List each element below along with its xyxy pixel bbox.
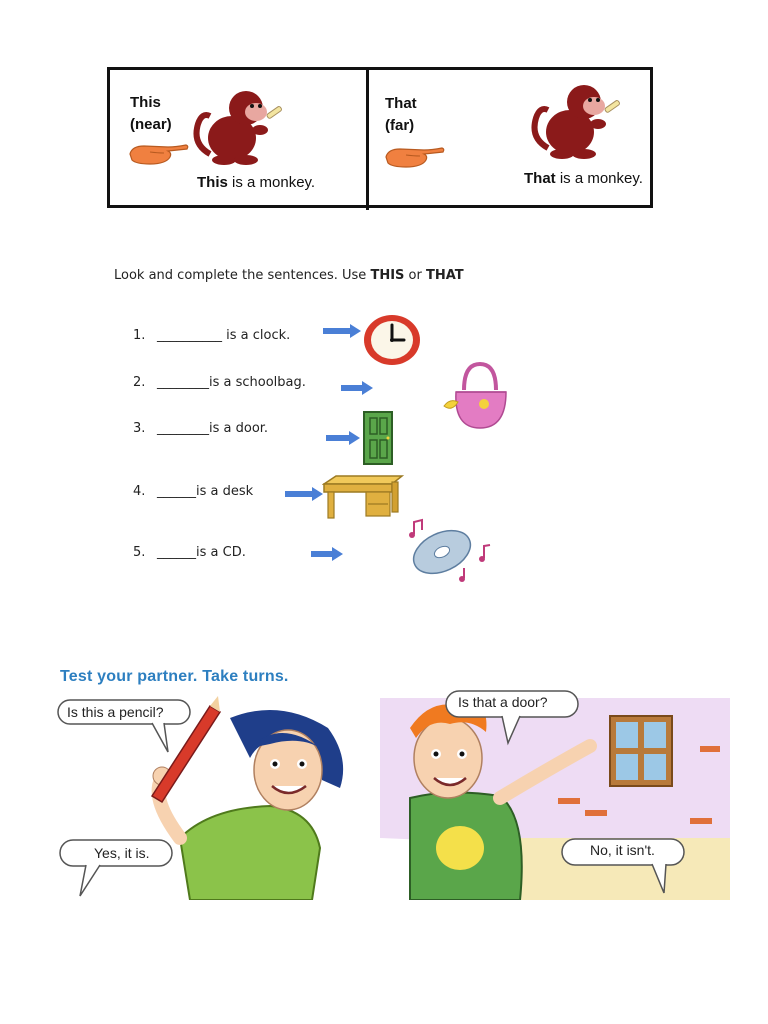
exercise-text: ______is a desk	[157, 484, 254, 499]
arrow-right-icon	[340, 380, 374, 396]
door-icon	[362, 410, 394, 466]
bubble-girl-answer: Yes, it is.	[94, 845, 150, 861]
arrow-right-icon	[322, 323, 362, 339]
far-hint: (far)	[385, 117, 415, 134]
bubble-boy-question: Is that a door?	[458, 694, 548, 710]
instructions-that: THAT	[425, 268, 464, 283]
exercise-text: __________ is a clock.	[157, 328, 291, 343]
that-word: That	[385, 95, 417, 112]
monkey-far-icon	[528, 78, 628, 160]
this-sentence-rest: is a monkey.	[227, 174, 316, 191]
bubble-boy-answer: No, it isn't.	[590, 842, 655, 858]
pointing-hand-far-icon	[384, 141, 446, 171]
desk-icon	[322, 474, 404, 520]
that-sentence-bold: That	[524, 170, 556, 187]
cartoon-title: Test your partner. Take turns.	[60, 668, 289, 685]
schoolbag-icon	[440, 358, 512, 432]
clock-icon	[362, 313, 422, 367]
that-sentence-rest: is a monkey.	[555, 170, 643, 187]
exercise-3	[133, 421, 268, 436]
exercise-number: 3.	[133, 421, 146, 436]
instructions-this: THIS	[370, 268, 405, 283]
arrow-right-icon	[310, 546, 344, 562]
window-icon	[610, 716, 672, 786]
that-sentence	[524, 170, 643, 187]
exercise-number: 1.	[133, 328, 146, 343]
this-sentence-bold: This	[197, 174, 228, 191]
this-sentence	[197, 174, 315, 191]
box-divider	[366, 67, 369, 210]
instructions	[114, 268, 464, 283]
near-hint: (near)	[130, 116, 172, 133]
exercise-5	[133, 545, 246, 560]
exercise-1	[133, 328, 290, 343]
exercise-text: ______is a CD.	[157, 545, 246, 560]
exercise-number: 2.	[133, 375, 146, 390]
instructions-prefix: Look and complete the sentences. Use	[114, 268, 371, 283]
exercise-number: 5.	[133, 545, 146, 560]
exercise-number: 4.	[133, 484, 146, 499]
exercise-text: ________is a schoolbag.	[157, 375, 306, 390]
exercise-2	[133, 375, 306, 390]
pointing-hand-icon	[128, 138, 190, 168]
exercise-4	[133, 484, 253, 499]
cd-icon	[406, 518, 496, 586]
this-word: This	[130, 94, 161, 111]
monkey-near-icon	[190, 84, 290, 166]
exercise-text: ________is a door.	[157, 421, 269, 436]
arrow-right-icon	[284, 486, 324, 502]
arrow-right-icon	[325, 430, 361, 446]
instructions-or: or	[404, 268, 426, 283]
bubble-girl-question: Is this a pencil?	[67, 704, 164, 720]
